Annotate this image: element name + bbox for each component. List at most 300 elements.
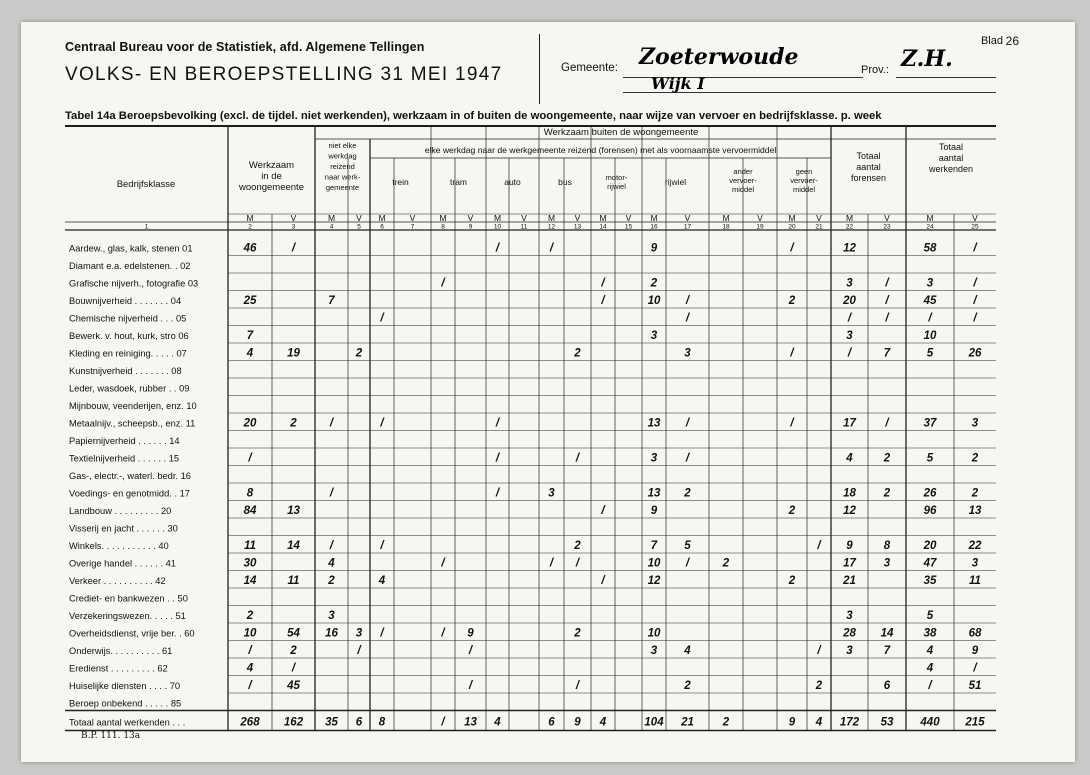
column-number: 25 [971, 223, 979, 231]
handwritten-value: / [790, 347, 794, 360]
handwritten-value: 4 [328, 557, 335, 570]
handwritten-value: 14 [880, 627, 894, 640]
handwritten-value: 2 [815, 680, 823, 692]
row-label: Visserij en jacht . . . . . . 30 [69, 523, 178, 534]
row-label: Diamant e.a. edelstenen. . 02 [69, 261, 191, 271]
handwritten-value: 11 [287, 575, 300, 587]
v-label: V [356, 213, 362, 223]
handwritten-value: 4 [926, 662, 934, 675]
row-label: Chemische nijverheid . . . 05 [69, 313, 187, 324]
handwritten-value: / [380, 627, 384, 640]
handwritten-value: 19 [287, 347, 300, 360]
handwritten-value: 2 [574, 627, 581, 640]
handwritten-value: 17 [843, 557, 856, 570]
handwritten-value: 3 [684, 347, 691, 360]
handwritten-value: / [495, 452, 500, 465]
handwritten-value: 21 [843, 575, 856, 587]
v-label: V [684, 213, 691, 223]
column-number: 11 [520, 223, 528, 231]
totaal-werkenden-header: aantal [938, 153, 964, 163]
v-label: V [574, 213, 581, 223]
column-number: 6 [380, 223, 384, 231]
v-label: V [521, 213, 527, 223]
row-label: Huiselijke diensten . . . . 70 [69, 681, 181, 691]
handwritten-value: 2 [883, 452, 891, 465]
werkzaam-in-header: in de [261, 171, 282, 182]
column-number: 12 [547, 223, 556, 231]
total-value: 162 [283, 716, 304, 729]
handwritten-value: 35 [923, 575, 937, 587]
handwritten-value: 3 [650, 452, 658, 465]
handwritten-value: / [973, 662, 977, 675]
handwritten-value: / [685, 417, 690, 430]
row-label: Grafische nijverh., fotografie 03 [69, 278, 199, 289]
v-label: V [467, 213, 474, 223]
column-number: 14 [599, 223, 607, 231]
handwritten-value: 5 [926, 452, 934, 465]
row-label: Winkels. . . . . . . . . . . 40 [69, 541, 169, 551]
handwritten-value: 26 [923, 487, 937, 500]
handwritten-value: 28 [843, 627, 856, 640]
handwritten-value: 10 [243, 627, 257, 640]
handwritten-value: 12 [843, 505, 856, 517]
handwritten-value: / [790, 242, 794, 255]
v-label: V [972, 213, 978, 223]
handwritten-value: / [357, 645, 361, 657]
handwritten-value: 14 [287, 540, 300, 552]
total-value: 104 [644, 716, 664, 729]
handwritten-value: 20 [243, 417, 257, 430]
column-number: 22 [845, 223, 854, 231]
m-label: M [493, 213, 502, 223]
bureau-name: Centraal Bureau voor de Statistiek, afd. Algemene Tellingen [65, 40, 425, 54]
handwritten-value: / [973, 242, 977, 255]
column-number: 3 [291, 223, 296, 231]
handwritten-value: / [441, 557, 445, 570]
handwritten-value: 68 [968, 627, 982, 640]
handwritten-value: / [847, 312, 852, 325]
handwritten-value: / [685, 312, 690, 325]
column-number: 15 [624, 223, 633, 231]
totaal-werkenden-header: werkenden [928, 164, 974, 174]
handwritten-value: 9 [971, 645, 979, 657]
handwritten-value: / [575, 680, 580, 692]
blad-number: 26 [1005, 34, 1019, 48]
handwritten-value: 10 [647, 627, 661, 640]
handwritten-value: / [441, 277, 445, 290]
handwritten-value: 45 [287, 680, 300, 692]
column-number: 17 [683, 223, 692, 231]
total-value: 172 [839, 716, 860, 729]
handwritten-value: 4 [684, 645, 691, 657]
column-number: 20 [788, 223, 796, 231]
handwritten-value: 13 [287, 505, 300, 517]
total-value: 13 [464, 716, 477, 729]
handwritten-value: 46 [243, 242, 257, 255]
m-label: M [547, 213, 556, 223]
handwritten-value: / [380, 540, 384, 552]
column-number: 2 [248, 223, 252, 231]
werkzaam-in-header: Werkzaam [248, 160, 295, 171]
v-label: V [816, 213, 822, 223]
niet-elke-header: niet elke [328, 141, 357, 150]
handwritten-value: 4 [246, 662, 254, 675]
handwritten-value: / [973, 312, 977, 325]
handwritten-value: / [973, 277, 977, 290]
handwritten-value: / [817, 540, 821, 552]
handwritten-value: 2 [290, 645, 297, 657]
total-value: 6 [355, 716, 363, 729]
total-value: 53 [880, 716, 894, 729]
total-value: 9 [574, 716, 581, 729]
geen-vervoer-header: vervoer- [790, 176, 818, 185]
handwritten-value: / [817, 645, 821, 657]
handwritten-value: 3 [355, 627, 363, 640]
handwritten-value: 16 [325, 627, 338, 640]
total-value: 21 [681, 716, 694, 729]
m-label: M [327, 213, 336, 223]
handwritten-value: / [441, 627, 445, 640]
handwritten-value: 9 [650, 242, 658, 255]
gemeente-label: Gemeente: [561, 62, 618, 74]
handwritten-value: 13 [647, 417, 661, 430]
gemeente-value: Zoeterwoude [639, 44, 799, 70]
column-number: 1 [144, 223, 149, 231]
row-label: Leder, wasdoek, rubber . . 09 [69, 383, 190, 394]
handwritten-value: 30 [243, 557, 257, 570]
handwritten-value: 7 [883, 645, 891, 657]
column-number: 23 [883, 223, 891, 231]
handwritten-value: / [329, 417, 334, 430]
handwritten-value: 3 [846, 330, 853, 342]
handwritten-value: / [291, 242, 296, 255]
handwritten-value: 3 [926, 277, 934, 290]
handwritten-value: / [928, 680, 932, 692]
handwritten-value: 3 [328, 610, 335, 622]
row-label: Overheidsdienst, vrije ber. . 60 [69, 628, 195, 639]
handwritten-value: / [790, 417, 794, 430]
table-title: Tabel 14a Beroepsbevolking (excl. de tijdel. niet werkenden), werkzaam in of buiten de woongemeente, naar wijze van vervoer en bedrijfsklasse. p. week [65, 110, 882, 122]
totaal-werkenden-header: Totaal [938, 142, 964, 152]
handwritten-value: 11 [244, 540, 256, 552]
handwritten-value: 13 [647, 487, 661, 500]
row-label: Beroep onbekend . . . . . 85 [69, 698, 182, 709]
m-label: M [845, 213, 854, 223]
ander-vervoer-header: ander [733, 167, 753, 176]
total-value: 440 [920, 716, 940, 729]
ander-vervoer-header: vervoer- [729, 176, 757, 185]
buiten-header: Werkzaam buiten de woongemeente [543, 127, 699, 138]
handwritten-value: 51 [968, 680, 982, 692]
handwritten-value: / [847, 347, 852, 360]
form-code: B.P. 111. 13a [81, 731, 141, 741]
handwritten-value: 2 [684, 487, 691, 500]
handwritten-value: 7 [883, 347, 891, 360]
handwritten-value: / [549, 242, 554, 255]
handwritten-value: 14 [243, 575, 257, 587]
column-number: 16 [650, 223, 658, 231]
handwritten-value: 2 [328, 575, 335, 587]
rijwiel-header: rijwiel [664, 177, 687, 187]
handwritten-value: 45 [923, 295, 937, 307]
handwritten-value: / [685, 557, 690, 570]
total-value: / [441, 716, 445, 729]
row-label: Bewerk. v. hout, kurk, stro 06 [69, 331, 189, 341]
handwritten-value: 47 [923, 557, 937, 570]
handwritten-value: 2 [788, 505, 796, 517]
handwritten-value: 10 [647, 295, 661, 307]
handwritten-value: 2 [650, 277, 658, 290]
handwritten-value: 3 [971, 417, 979, 430]
handwritten-value: / [885, 295, 889, 307]
elke-werkdag-header: elke werkdag naar de werkgemeente reizend (forensen) met als voornaamste vervoermiddel [424, 145, 777, 155]
niet-elke-header: reizend [330, 162, 355, 171]
handwritten-value: 9 [846, 540, 853, 552]
row-label: Overige handel . . . . . . 41 [69, 558, 176, 569]
row-label: Landbouw . . . . . . . . . 20 [69, 506, 172, 516]
blad-label: Blad [980, 35, 1003, 47]
form-title: VOLKS- EN BEROEPSTELLING 31 MEI 1947 [65, 64, 503, 85]
handwritten-value: 3 [883, 557, 891, 570]
geen-vervoer-header: geen [795, 167, 813, 176]
handwritten-value: 2 [788, 575, 796, 587]
totaal-forensen-header: Totaal [856, 151, 881, 161]
row-label: Papiernijverheid . . . . . . 14 [69, 436, 180, 446]
geen-vervoer-header: middel [792, 185, 816, 194]
row-label: Aardew., glas, kalk, stenen 01 [69, 243, 193, 254]
handwritten-value: 12 [843, 242, 856, 255]
v-label: V [884, 213, 890, 223]
handwritten-value: / [468, 680, 473, 692]
handwritten-value: 5 [926, 347, 934, 360]
row-label: Verzekeringswezen. . . . . 51 [69, 611, 186, 621]
column-number: 24 [926, 223, 934, 231]
handwritten-value: 4 [378, 575, 386, 587]
handwritten-value: 20 [843, 295, 856, 307]
row-label: Kunstnijverheid . . . . . . . 08 [69, 366, 182, 376]
handwritten-value: 3 [846, 610, 853, 622]
row-label: Gas-, electr.-, waterl. bedr. 16 [69, 471, 191, 481]
handwritten-value: 2 [246, 610, 254, 622]
handwritten-value: 2 [788, 295, 796, 307]
row-label: Voedings- en genotmidd. . 17 [69, 488, 190, 499]
v-label: V [409, 213, 416, 223]
handwritten-value: / [575, 557, 580, 570]
handwritten-value: / [248, 680, 252, 692]
tram-header: tram [450, 177, 467, 187]
handwritten-value: / [495, 487, 500, 500]
handwritten-value: 3 [650, 330, 658, 342]
handwritten-value: 2 [722, 557, 730, 570]
column-number: 21 [815, 223, 823, 231]
trein-header: trein [392, 177, 409, 187]
handwritten-value: / [601, 277, 605, 290]
handwritten-value: 58 [923, 242, 937, 255]
handwritten-value: 8 [246, 487, 254, 500]
totaal-forensen-header: forensen [850, 173, 887, 183]
total-value: 215 [965, 716, 985, 729]
v-label: V [757, 213, 763, 223]
total-value: 6 [548, 716, 555, 729]
niet-elke-header: werkdag [328, 151, 357, 161]
handwritten-value: 4 [926, 645, 934, 657]
m-label: M [378, 213, 386, 223]
handwritten-value: 4 [846, 452, 853, 465]
handwritten-value: 9 [467, 627, 474, 640]
handwritten-value: 5 [926, 610, 934, 622]
handwritten-value: / [928, 312, 932, 325]
handwritten-value: / [885, 312, 889, 325]
row-label: Onderwijs. . . . . . . . . . 61 [69, 646, 173, 656]
column-number: 8 [441, 223, 445, 231]
handwritten-value: 7 [328, 295, 335, 307]
total-value: 9 [788, 716, 796, 729]
handwritten-value: / [685, 295, 690, 307]
handwritten-value: 8 [883, 540, 891, 552]
handwritten-value: / [973, 295, 977, 307]
handwritten-value: / [685, 452, 690, 465]
m-label: M [926, 213, 934, 223]
handwritten-value: 12 [647, 575, 661, 587]
handwritten-value: 3 [650, 645, 658, 657]
column-number: 7 [410, 223, 415, 231]
handwritten-value: 2 [883, 487, 891, 500]
motorrijwiel-header: motor- [605, 173, 628, 182]
handwritten-value: 25 [243, 295, 257, 307]
handwritten-value: / [575, 452, 580, 465]
handwritten-value: 38 [923, 627, 937, 640]
niet-elke-header: gemeente [325, 183, 360, 192]
bedrijfsklasse-header: Bedrijfsklasse [116, 179, 176, 190]
handwritten-value: / [380, 417, 384, 430]
handwritten-value: / [885, 277, 889, 290]
total-value: 35 [325, 716, 338, 729]
total-value: 4 [599, 716, 607, 729]
handwritten-value: 18 [843, 487, 856, 500]
handwritten-value: 9 [650, 505, 658, 517]
handwritten-value: 96 [923, 505, 937, 517]
census-form-sheet [21, 22, 1075, 762]
column-number: 13 [573, 223, 582, 231]
census-table [21, 22, 1075, 762]
handwritten-value: 2 [574, 540, 581, 552]
handwritten-value: / [885, 417, 889, 430]
m-label: M [439, 213, 447, 223]
ander-vervoer-header: middel [731, 185, 755, 194]
werkzaam-in-header: woongemeente [239, 182, 304, 193]
handwritten-value: 10 [647, 557, 661, 570]
handwritten-value: 2 [290, 417, 297, 430]
handwritten-value: 22 [968, 540, 982, 552]
handwritten-value: 7 [246, 330, 254, 342]
m-label: M [246, 213, 254, 223]
handwritten-value: / [329, 487, 334, 500]
row-label: Metaalnijv., scheepsb., enz. 11 [69, 418, 196, 429]
handwritten-value: 2 [684, 680, 691, 692]
handwritten-value: 2 [355, 347, 363, 360]
handwritten-value: 3 [971, 557, 979, 570]
column-number: 19 [756, 223, 764, 231]
handwritten-value: 7 [650, 540, 658, 552]
handwritten-value: / [291, 662, 296, 675]
handwritten-value: / [549, 557, 554, 570]
handwritten-value: / [468, 645, 473, 657]
handwritten-value: 11 [969, 575, 981, 587]
column-number: 18 [722, 223, 730, 231]
handwritten-value: 4 [246, 347, 254, 360]
total-value: 2 [722, 716, 730, 729]
row-label: Crediet- en bankwezen . . 50 [69, 593, 188, 604]
handwritten-value: 3 [846, 277, 853, 290]
handwritten-value: 5 [684, 540, 691, 552]
handwritten-value: 3 [846, 645, 853, 657]
niet-elke-header: naar werk- [324, 172, 361, 182]
handwritten-value: 3 [548, 487, 555, 500]
totaal-forensen-header: aantal [856, 162, 881, 172]
handwritten-value: / [495, 417, 500, 430]
total-value: 4 [494, 716, 501, 729]
column-number: 9 [468, 223, 473, 231]
handwritten-value: 26 [968, 347, 982, 360]
handwritten-value: 10 [923, 330, 937, 342]
m-label: M [650, 213, 658, 223]
row-label: Bouwnijverheid . . . . . . . 04 [69, 296, 182, 306]
row-label: Kleding en reiniging. . . . . 07 [69, 348, 187, 359]
m-label: M [788, 213, 796, 223]
total-value: 4 [815, 716, 823, 729]
handwritten-value: 2 [971, 487, 979, 500]
total-label: Totaal aantal werkenden . . . [69, 717, 186, 728]
v-label: V [290, 213, 297, 223]
auto-header: auto [504, 177, 521, 187]
column-number: 10 [493, 223, 502, 231]
column-number: 5 [357, 223, 361, 231]
v-label: V [625, 213, 632, 223]
bus-header: bus [558, 177, 572, 187]
total-value: 268 [240, 716, 260, 729]
total-value: 8 [378, 716, 386, 729]
handwritten-value: / [248, 645, 252, 657]
handwritten-value: 37 [923, 417, 937, 430]
column-number: 4 [329, 223, 334, 231]
prov-value: Z.H. [901, 46, 953, 72]
handwritten-value: / [329, 540, 334, 552]
row-label: Mijnbouw, veenderijen, enz. 10 [69, 401, 197, 411]
m-label: M [599, 213, 607, 223]
handwritten-value: / [601, 295, 605, 307]
handwritten-value: 2 [971, 452, 979, 465]
handwritten-value: / [248, 452, 252, 465]
handwritten-value: / [601, 505, 605, 517]
prov-label: Prov.: [861, 64, 889, 76]
handwritten-value: / [380, 312, 384, 325]
handwritten-value: / [495, 242, 500, 255]
handwritten-value: 6 [883, 680, 891, 692]
row-label: Verkeer . . . . . . . . . . 42 [69, 576, 166, 586]
wijk-value: Wijk I [651, 74, 705, 93]
handwritten-value: 54 [287, 627, 300, 640]
handwritten-value: 20 [923, 540, 937, 552]
handwritten-value: 13 [968, 505, 982, 517]
handwritten-value: / [601, 575, 605, 587]
motorrijwiel-header: rijwiel [607, 182, 626, 191]
handwritten-value: 17 [843, 417, 856, 430]
handwritten-value: 84 [243, 505, 257, 517]
m-label: M [722, 213, 730, 223]
handwritten-value: 2 [574, 347, 581, 360]
row-label: Eredienst . . . . . . . . . 62 [69, 663, 168, 674]
row-label: Textielnijverheid . . . . . . 15 [69, 453, 180, 464]
